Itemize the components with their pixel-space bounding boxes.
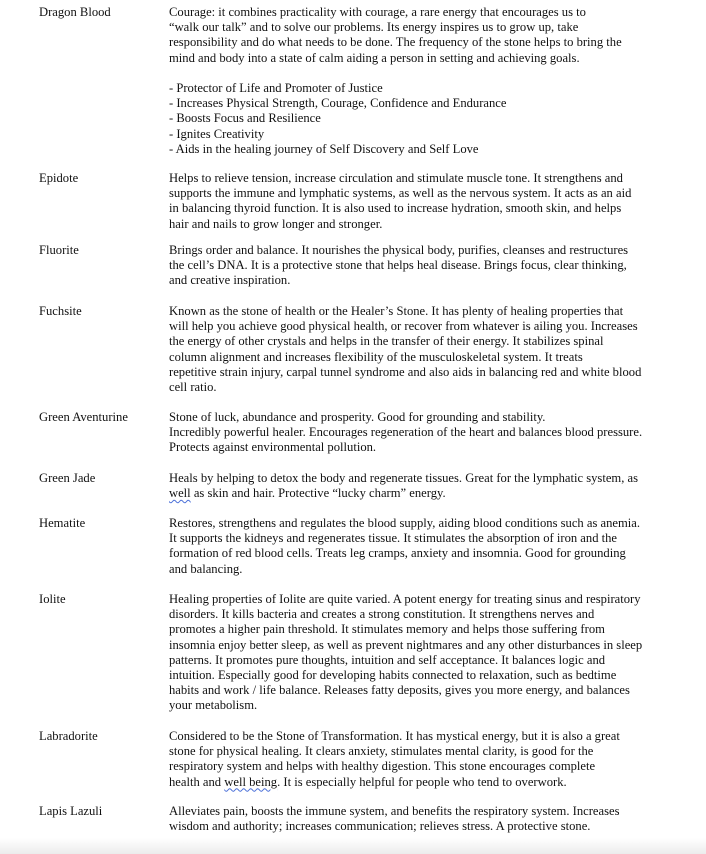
description-line: It supports the kidneys and regenerates tissue. It stimulates the absorption of iron and the (169, 531, 618, 546)
bullet-item: - Boosts Focus and Resilience (169, 111, 321, 126)
description-line: hair and nails to grow longer and stronger. (169, 216, 383, 231)
stone-description (169, 471, 699, 501)
description-line: responsibility and do what needs to be done. The frequency of the stone helps to bring the (169, 35, 622, 50)
description-line: Alleviates pain, boosts the immune system, and benefits the respiratory system. Increases (169, 804, 620, 818)
description-text: health and (169, 774, 225, 789)
stone-name: Epidote (39, 171, 79, 185)
description-text: . It is especially helpful for people who tend to overwork. (277, 774, 567, 789)
description-line: column alignment and increases flexibility of the musculoskeletal system. It treats (169, 349, 583, 364)
stone-name: Iolite (39, 592, 66, 606)
stone-description (169, 171, 699, 232)
description-line: insomnia enjoy better sleep, as well as prevent nightmares and any other disturbances in sleep (169, 637, 643, 652)
spellcheck-flagged-word[interactable]: well being (224, 774, 278, 789)
description-line: Stone of luck, abundance and prosperity. Good for grounding and stability. (169, 410, 546, 424)
bullet-item: - Ignites Creativity (169, 126, 265, 141)
stone-description (169, 516, 699, 577)
spellcheck-flagged-word[interactable]: well (169, 486, 191, 501)
stone-name: Green Aventurine (39, 410, 128, 424)
description-line: formation of red blood cells. Treats leg cramps, anxiety and insomnia. Good for grounding (169, 546, 626, 561)
stone-name: Hematite (39, 516, 86, 530)
description-line: intuition. Especially good for developing habits connected to relaxation, such as bedtime (169, 668, 617, 683)
description-line: Known as the stone of health or the Healer’s Stone. It has plenty of healing properties that (169, 304, 624, 318)
description-line: supports the immune and lymphatic systems, as well as the nervous system. It acts as an aid (169, 186, 632, 201)
stone-description (169, 804, 699, 834)
description-line: Incredibly powerful healer. Encourages regeneration of the heart and balances blood pressure. (169, 425, 643, 440)
stone-description (169, 243, 699, 289)
description-line: and balancing. (169, 561, 243, 576)
description-line: habits and work / life balance. Releases fatty deposits, gives you more energy, and balances (169, 683, 630, 698)
description-line: in balancing thyroid function. It is also used to increase hydration, smooth skin, and helps (169, 201, 622, 216)
description-line: Brings order and balance. It nourishes the physical body, purifies, cleanses and restructures (169, 243, 629, 257)
stone-name: Lapis Lazuli (39, 804, 103, 818)
description-line: wisdom and authority; increases communication; relieves stress. A protective stone. (169, 819, 591, 834)
description-text: as skin and hair. Protective “lucky charm” energy. (190, 486, 446, 501)
description-line: Considered to be the Stone of Transformation. It has mystical energy, but it is also a great (169, 729, 620, 743)
description-line: will help you achieve good physical health, or recover from whatever is ailing you. Increases (169, 319, 638, 334)
description-line: “walk our talk” and to solve our problems. Its energy inspires us to grow up, take (169, 20, 579, 35)
description-line: promotes a higher pain threshold. It stimulates memory and helps those suffering from (169, 622, 605, 637)
stone-description (169, 410, 699, 456)
description-line: the cell’s DNA. It is a protective stone that helps heal disease. Brings focus, clear thinking, (169, 258, 627, 273)
description-line: Protects against environmental pollution. (169, 440, 377, 455)
description-line: and creative inspiration. (169, 273, 291, 288)
bullet-item: - Aids in the healing journey of Self Discovery and Self Love (169, 141, 479, 156)
page-bottom-edge (0, 838, 706, 854)
description-line: respiratory system and helps with healthy digestion. This stone encourages complete (169, 759, 596, 774)
description-line: Courage: it combines practicality with courage, a rare energy that encourages us to (169, 5, 586, 19)
description-line: stone for physical healing. It clears anxiety, stimulates mental clarity, is good for the (169, 744, 594, 759)
stone-description (169, 5, 699, 157)
stone-description (169, 592, 699, 714)
stone-description (169, 304, 699, 395)
description-line: repetitive strain injury, carpal tunnel syndrome and also aids in balancing red and white blood (169, 364, 642, 379)
bullet-item: - Protector of Life and Promoter of Justice (169, 81, 383, 95)
description-line: Heals by helping to detox the body and regenerate tissues. Great for the lymphatic system, as (169, 471, 638, 485)
description-line: Healing properties of Iolite are quite varied. A potent energy for treating sinus and respiratory (169, 592, 641, 606)
description-line: the energy of other crystals and helps in the transfer of their energy. It stabilizes spinal (169, 334, 604, 349)
description-line: patterns. It promotes pure thoughts, intuition and self acceptance. It balances logic and (169, 652, 606, 667)
stone-name: Labradorite (39, 729, 98, 743)
description-line (169, 775, 699, 790)
stone-name: Fuchsite (39, 304, 82, 318)
bullet-item: - Increases Physical Strength, Courage, Confidence and Endurance (169, 96, 507, 111)
description-line: mind and body into a state of calm aiding a person in setting and achieving goals. (169, 50, 580, 65)
description-line: disorders. It kills bacteria and creates a strong constitution. It strengthens nerves and (169, 607, 595, 622)
stone-name: Dragon Blood (39, 5, 111, 19)
description-line: Helps to relieve tension, increase circulation and stimulate muscle tone. It strengthens and (169, 171, 623, 185)
description-line: Restores, strengthens and regulates the blood supply, aiding blood conditions such as anemia. (169, 516, 641, 530)
stone-name: Green Jade (39, 471, 96, 485)
description-line: your metabolism. (169, 698, 258, 713)
description-line: cell ratio. (169, 380, 217, 395)
stone-name: Fluorite (39, 243, 79, 257)
stone-description (169, 729, 699, 790)
bullet-list (169, 81, 699, 157)
description-line (169, 486, 699, 501)
